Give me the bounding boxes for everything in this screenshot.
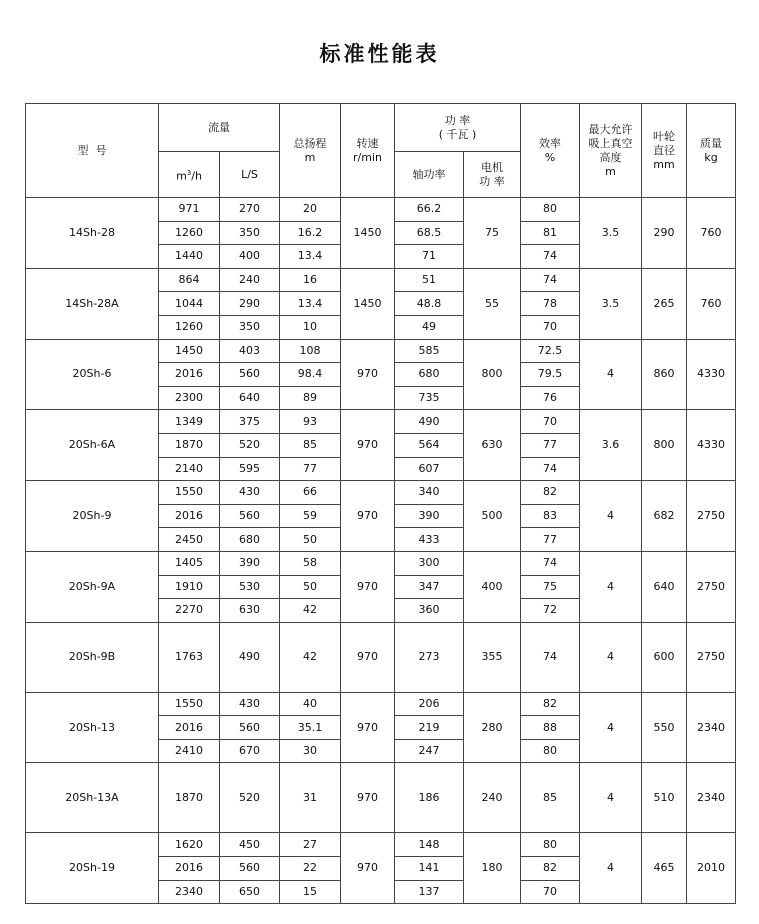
mass-cell: 2750 [687,551,736,622]
table-body [26,198,736,904]
efficiency-cell: 72.5 [521,339,580,363]
flow-ls-cell: 560 [220,857,280,881]
header-power: 功 率 ( 千瓦 ) [395,104,521,152]
shaft-power-cell: 247 [395,739,464,763]
table-row [26,268,736,292]
flow-ls-cell: 450 [220,833,280,857]
impeller-cell: 465 [642,833,687,904]
header-impeller-diameter: 叶轮 直径 mm [642,104,687,198]
suction-cell: 3.5 [580,268,642,339]
shaft-power-cell: 390 [395,504,464,528]
motor-power-cell: 55 [464,268,521,339]
shaft-power-cell: 273 [395,622,464,692]
efficiency-cell: 77 [521,528,580,552]
header-head: 总扬程 m [280,104,341,198]
suction-cell: 4 [580,833,642,904]
model-cell: 20Sh-6 [26,339,159,410]
table-row [26,410,736,434]
flow-ls-cell: 560 [220,363,280,387]
flow-ls-cell: 530 [220,575,280,599]
shaft-power-cell: 186 [395,763,464,833]
flow-m3h-cell: 2450 [159,528,220,552]
efficiency-cell: 72 [521,599,580,623]
model-cell: 20Sh-13 [26,692,159,763]
flow-ls-cell: 390 [220,551,280,575]
head-cell: 42 [280,622,341,692]
head-cell: 66 [280,481,341,505]
suction-cell: 3.6 [580,410,642,481]
model-cell: 14Sh-28A [26,268,159,339]
flow-ls-cell: 290 [220,292,280,316]
head-cell: 42 [280,599,341,623]
head-cell: 59 [280,504,341,528]
speed-cell: 970 [341,622,395,692]
shaft-power-cell: 71 [395,245,464,269]
flow-m3h-cell: 1405 [159,551,220,575]
flow-ls-cell: 595 [220,457,280,481]
motor-power-cell: 800 [464,339,521,410]
header-speed: 转速 r/min [341,104,395,198]
model-cell: 14Sh-28 [26,198,159,269]
model-cell: 20Sh-9B [26,622,159,692]
flow-ls-cell: 670 [220,739,280,763]
shaft-power-cell: 340 [395,481,464,505]
motor-power-cell: 630 [464,410,521,481]
flow-ls-cell: 430 [220,692,280,716]
efficiency-cell: 83 [521,504,580,528]
flow-m3h-cell: 1260 [159,221,220,245]
motor-power-cell: 240 [464,763,521,833]
motor-power-cell: 400 [464,551,521,622]
head-cell: 20 [280,198,341,222]
shaft-power-cell: 148 [395,833,464,857]
head-cell: 15 [280,880,341,904]
speed-cell: 970 [341,763,395,833]
shaft-power-cell: 141 [395,857,464,881]
impeller-cell: 290 [642,198,687,269]
head-cell: 98.4 [280,363,341,387]
flow-ls-cell: 400 [220,245,280,269]
flow-m3h-cell: 1870 [159,433,220,457]
impeller-cell: 265 [642,268,687,339]
head-cell: 22 [280,857,341,881]
shaft-power-cell: 66.2 [395,198,464,222]
shaft-power-cell: 68.5 [395,221,464,245]
efficiency-cell: 81 [521,221,580,245]
impeller-cell: 510 [642,763,687,833]
head-cell: 50 [280,575,341,599]
header-suction-height: 最大允许 吸上真空 高度 m [580,104,642,198]
suction-cell: 4 [580,622,642,692]
head-cell: 85 [280,433,341,457]
shaft-power-cell: 607 [395,457,464,481]
flow-m3h-cell: 1349 [159,410,220,434]
head-cell: 27 [280,833,341,857]
table-row [26,551,736,575]
motor-power-cell: 500 [464,481,521,552]
shaft-power-cell: 585 [395,339,464,363]
flow-m3h-cell: 2270 [159,599,220,623]
model-cell: 20Sh-6A [26,410,159,481]
header-flow: 流量 [159,104,280,152]
flow-m3h-cell: 1620 [159,833,220,857]
flow-ls-cell: 403 [220,339,280,363]
mass-cell: 2340 [687,692,736,763]
mass-cell: 2340 [687,763,736,833]
flow-ls-cell: 350 [220,221,280,245]
flow-m3h-cell: 1044 [159,292,220,316]
unit-per-hour: /h [191,169,202,183]
header-efficiency: 效率 % [521,104,580,198]
head-cell: 77 [280,457,341,481]
flow-m3h-cell: 1763 [159,622,220,692]
speed-cell: 970 [341,551,395,622]
shaft-power-cell: 360 [395,599,464,623]
suction-cell: 3.5 [580,198,642,269]
head-cell: 30 [280,739,341,763]
impeller-cell: 550 [642,692,687,763]
head-cell: 93 [280,410,341,434]
head-cell: 40 [280,692,341,716]
head-cell: 31 [280,763,341,833]
efficiency-cell: 80 [521,833,580,857]
flow-ls-cell: 490 [220,622,280,692]
shaft-power-cell: 680 [395,363,464,387]
mass-cell: 2750 [687,622,736,692]
efficiency-cell: 75 [521,575,580,599]
model-cell: 20Sh-19 [26,833,159,904]
flow-m3h-cell: 1550 [159,692,220,716]
motor-power-cell: 180 [464,833,521,904]
flow-m3h-cell: 2016 [159,504,220,528]
flow-m3h-cell: 1260 [159,315,220,339]
flow-ls-cell: 630 [220,599,280,623]
table-header [26,104,736,198]
speed-cell: 1450 [341,268,395,339]
efficiency-cell: 76 [521,386,580,410]
flow-ls-cell: 350 [220,315,280,339]
impeller-cell: 682 [642,481,687,552]
header-shaft-power: 轴功率 [395,152,464,198]
speed-cell: 970 [341,692,395,763]
flow-ls-cell: 520 [220,763,280,833]
mass-cell: 2010 [687,833,736,904]
efficiency-cell: 79.5 [521,363,580,387]
suction-cell: 4 [580,551,642,622]
flow-ls-cell: 520 [220,433,280,457]
speed-cell: 1450 [341,198,395,269]
shaft-power-cell: 347 [395,575,464,599]
shaft-power-cell: 219 [395,716,464,740]
flow-m3h-cell: 971 [159,198,220,222]
suction-cell: 4 [580,339,642,410]
impeller-cell: 860 [642,339,687,410]
efficiency-cell: 78 [521,292,580,316]
efficiency-cell: 82 [521,692,580,716]
motor-power-cell: 75 [464,198,521,269]
flow-ls-cell: 640 [220,386,280,410]
shaft-power-cell: 490 [395,410,464,434]
motor-power-cell: 280 [464,692,521,763]
head-cell: 16 [280,268,341,292]
page-title: 标准性能表 [319,41,440,66]
suction-cell: 4 [580,692,642,763]
efficiency-cell: 80 [521,198,580,222]
head-cell: 58 [280,551,341,575]
speed-cell: 970 [341,410,395,481]
efficiency-cell: 74 [521,457,580,481]
efficiency-cell: 74 [521,622,580,692]
header-motor-power: 电机 功 率 [464,152,521,198]
mass-cell: 760 [687,268,736,339]
efficiency-cell: 77 [521,433,580,457]
speed-cell: 970 [341,833,395,904]
flow-m3h-cell: 2340 [159,880,220,904]
flow-m3h-cell: 864 [159,268,220,292]
shaft-power-cell: 564 [395,433,464,457]
table-row [26,622,736,692]
flow-m3h-cell: 2410 [159,739,220,763]
head-cell: 10 [280,315,341,339]
impeller-cell: 600 [642,622,687,692]
head-cell: 13.4 [280,292,341,316]
flow-ls-cell: 270 [220,198,280,222]
table-row [26,481,736,505]
flow-m3h-cell: 1450 [159,339,220,363]
efficiency-cell: 88 [521,716,580,740]
head-cell: 16.2 [280,221,341,245]
head-cell: 35.1 [280,716,341,740]
speed-cell: 970 [341,481,395,552]
efficiency-cell: 80 [521,739,580,763]
efficiency-cell: 74 [521,268,580,292]
unit-superscript: 3 [186,168,192,177]
shaft-power-cell: 300 [395,551,464,575]
mass-cell: 4330 [687,410,736,481]
efficiency-cell: 70 [521,410,580,434]
table-row [26,833,736,857]
mass-cell: 760 [687,198,736,269]
flow-m3h-cell: 1440 [159,245,220,269]
mass-cell: 2750 [687,481,736,552]
model-cell: 20Sh-9 [26,481,159,552]
efficiency-cell: 70 [521,315,580,339]
head-cell: 108 [280,339,341,363]
header-flow-ls: L/S [220,152,280,198]
shaft-power-cell: 137 [395,880,464,904]
shaft-power-cell: 735 [395,386,464,410]
table-row [26,692,736,716]
table-row [26,763,736,833]
table-row [26,198,736,222]
motor-power-cell: 355 [464,622,521,692]
efficiency-cell: 82 [521,481,580,505]
table-row [26,339,736,363]
flow-ls-cell: 680 [220,528,280,552]
suction-cell: 4 [580,763,642,833]
flow-m3h-cell: 2140 [159,457,220,481]
flow-ls-cell: 560 [220,716,280,740]
performance-table [25,103,736,904]
efficiency-cell: 85 [521,763,580,833]
impeller-cell: 800 [642,410,687,481]
flow-ls-cell: 430 [220,481,280,505]
impeller-cell: 640 [642,551,687,622]
flow-m3h-cell: 1550 [159,481,220,505]
efficiency-cell: 74 [521,245,580,269]
efficiency-cell: 82 [521,857,580,881]
model-cell: 20Sh-13A [26,763,159,833]
flow-m3h-cell: 1910 [159,575,220,599]
suction-cell: 4 [580,481,642,552]
header-model: 型 号 [26,104,159,198]
shaft-power-cell: 48.8 [395,292,464,316]
unit-m: m [176,169,187,183]
flow-m3h-cell: 1870 [159,763,220,833]
header-flow-m3h [159,152,220,198]
flow-m3h-cell: 2016 [159,716,220,740]
speed-cell: 970 [341,339,395,410]
flow-ls-cell: 560 [220,504,280,528]
head-cell: 13.4 [280,245,341,269]
efficiency-cell: 74 [521,551,580,575]
flow-ls-cell: 650 [220,880,280,904]
flow-ls-cell: 240 [220,268,280,292]
flow-m3h-cell: 2016 [159,857,220,881]
mass-cell: 4330 [687,339,736,410]
head-cell: 50 [280,528,341,552]
flow-m3h-cell: 2016 [159,363,220,387]
shaft-power-cell: 433 [395,528,464,552]
model-cell: 20Sh-9A [26,551,159,622]
flow-ls-cell: 375 [220,410,280,434]
shaft-power-cell: 51 [395,268,464,292]
header-mass: 质量 kg [687,104,736,198]
shaft-power-cell: 206 [395,692,464,716]
head-cell: 89 [280,386,341,410]
flow-m3h-cell: 2300 [159,386,220,410]
shaft-power-cell: 49 [395,315,464,339]
efficiency-cell: 70 [521,880,580,904]
